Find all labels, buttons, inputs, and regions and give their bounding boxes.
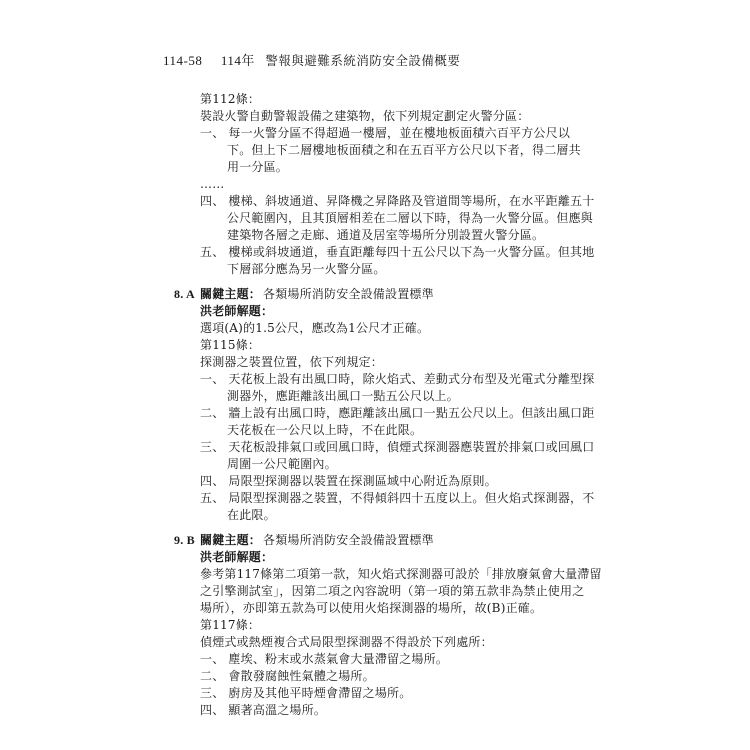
text-line: 裝設火警自動警報設備之建築物，依下列規定劃定火警分區：	[200, 109, 530, 123]
text-line: 探測器之裝置位置，依下列規定：	[200, 355, 384, 369]
text-line: 第112條：	[200, 92, 261, 106]
text-line: 場所），亦即第五款為可以使用火焰探測器的場所，故(B)正確。	[200, 601, 543, 615]
text-line: 二、 會散發腐蝕性氣體之場所。	[200, 669, 375, 683]
text-line: 偵煙式或熱煙複合式局限型探測器不得設於下列處所：	[200, 635, 493, 649]
section-label: 關鍵主題：	[200, 533, 262, 547]
text-line: 第115條：	[200, 338, 261, 352]
text-line: 用一分區。	[227, 160, 289, 174]
text-line: 四、 局限型探測器以裝置在探測區域中心附近為原則。	[200, 474, 497, 488]
text-line: 天花板在一公尺以上時，不在此限。	[227, 423, 423, 437]
text-line: 在此限。	[227, 508, 276, 522]
section-label: 關鍵主題：	[200, 287, 262, 301]
text-line: 各類場所消防安全設備設置標準	[263, 533, 434, 547]
text-line: ……	[200, 177, 225, 191]
text-line: 測器外，應距離該出風口一點五公尺以上。	[227, 389, 459, 403]
section-label: 洪老師解題：	[200, 304, 274, 318]
question-number: 8. A	[174, 287, 195, 301]
text-line: 四、 顯著高溫之場所。	[200, 703, 327, 717]
text-line: 五、 樓梯或斜坡通道，垂直距離每四十五公尺以下為一火警分區。但其地	[200, 245, 595, 259]
text-line: 選項(A)的1.5公尺，應改為1公尺才正確。	[200, 321, 430, 335]
text-line: 三、 廚房及其他平時煙會滯留之場所。	[200, 686, 412, 700]
text-line: 各類場所消防安全設備設置標準	[263, 287, 434, 301]
text-line: 建築物各層之走廊、通道及居室等場所分別設置火警分區。	[227, 228, 545, 242]
text-line: 一、 每一火警分區不得超過一樓層，並在樓地板面積六百平方公尺以	[200, 126, 571, 140]
text-line: 周圍一公尺範圍內。	[227, 457, 337, 471]
header-title: 警報與避難系統消防安全設備概要	[265, 53, 461, 68]
text-line: 四、 樓梯、斜坡通道、昇降機之昇降路及管道間等場所，在水平距離五十	[200, 194, 595, 208]
text-line: 一、 天花板上設有出風口時，除火焰式、差動式分布型及光電式分離型探	[200, 372, 595, 386]
text-line: 三、 天花板設排氣口或回風口時，偵煙式探測器應裝置於排氣口或回風口	[200, 440, 595, 454]
text-line: 參考第117條第二項第一款，知火焰式探測器可設於「排放廢氣會大量滯留	[200, 567, 602, 581]
text-line: 下層部分應為另一火警分區。	[227, 262, 386, 276]
page-header	[163, 50, 460, 69]
text-line: 二、 牆上設有出風口時，應距離該出風口一點五公尺以上。但該出風口距	[200, 406, 595, 420]
text-line: 一、 塵埃、粉末或水蒸氣會大量滯留之場所。	[200, 652, 449, 666]
text-line: 第117條：	[200, 618, 261, 632]
text-line: 之引擎測試室」，因第二項之內容說明（第一項的第五款非為禁止使用之	[200, 584, 585, 598]
question-number: 9. B	[174, 533, 195, 547]
page-number: 114-58	[163, 53, 203, 68]
text-line: 五、 局限型探測器之裝置，不得傾斜四十五度以上。但火焰式探測器，不	[200, 491, 595, 505]
section-label: 洪老師解題：	[200, 550, 274, 564]
text-line: 下。但上下二層樓地板面積之和在五百平方公尺以下者，得二層共	[227, 143, 581, 157]
header-year: 114年	[220, 53, 255, 68]
text-line: 公尺範圍內，且其頂層相差在二層以下時，得為一火警分區。但應與	[227, 211, 594, 225]
